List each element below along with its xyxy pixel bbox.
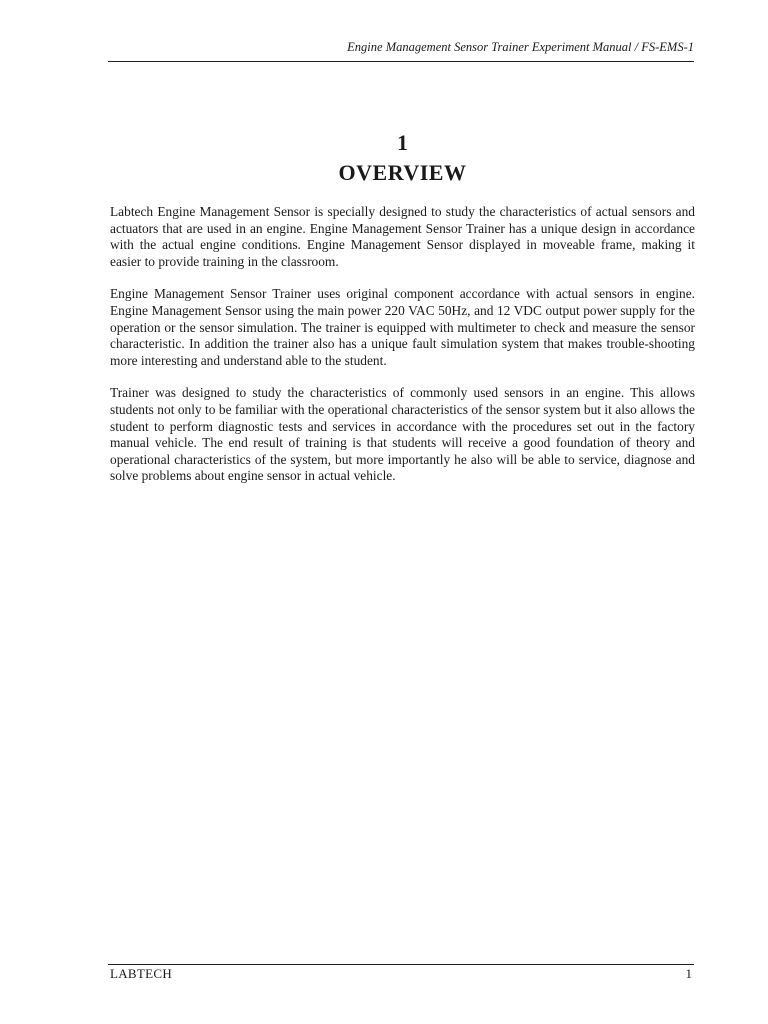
footer-brand: LABTECH [110,966,173,981]
chapter-number: 1 [397,130,408,155]
paragraph: Labtech Engine Management Sensor is specially designed to study the characteristics of actual sensors and actuators that are used in an engine. Engine Management Sensor Trainer has a unique design in accordance with the actual engine conditions. Engine Management Sensor displayed in moveable frame, making it easier to provide training in the classroom. [110,204,695,269]
paragraph: Trainer was designed to study the characteristics of commonly used sensors in an engine. This allows students not only to be familiar with the operational characteristics of the sensor system but it also allows the student to perform diagnostic tests and services in accordance with the procedures set out in the factory manual vehicle. The end result of training is that students will receive a good foundation of theory and operational characteristics of the system, but more importantly he also will be able to service, diagnose and solve problems about engine sensor in actual vehicle. [110,385,695,484]
footer-divider [108,964,694,965]
chapter-title: OVERVIEW [338,160,467,185]
running-header: Engine Management Sensor Trainer Experiment Manual / FS-EMS-1 [347,40,694,54]
header-divider [108,61,694,62]
page-number: 1 [685,966,692,981]
body-text [110,204,695,501]
paragraph: Engine Management Sensor Trainer uses original component accordance with actual sensors in engine. Engine Management Sensor using the main power 220 VAC 50Hz, and 12 VDC output power supply for the operation or the sensor simulation. The trainer is equipped with multimeter to check and measure the sensor characteristic. In addition the trainer also has a unique fault simulation system that makes trouble-shooting more interesting and understand able to the student. [110,286,695,368]
